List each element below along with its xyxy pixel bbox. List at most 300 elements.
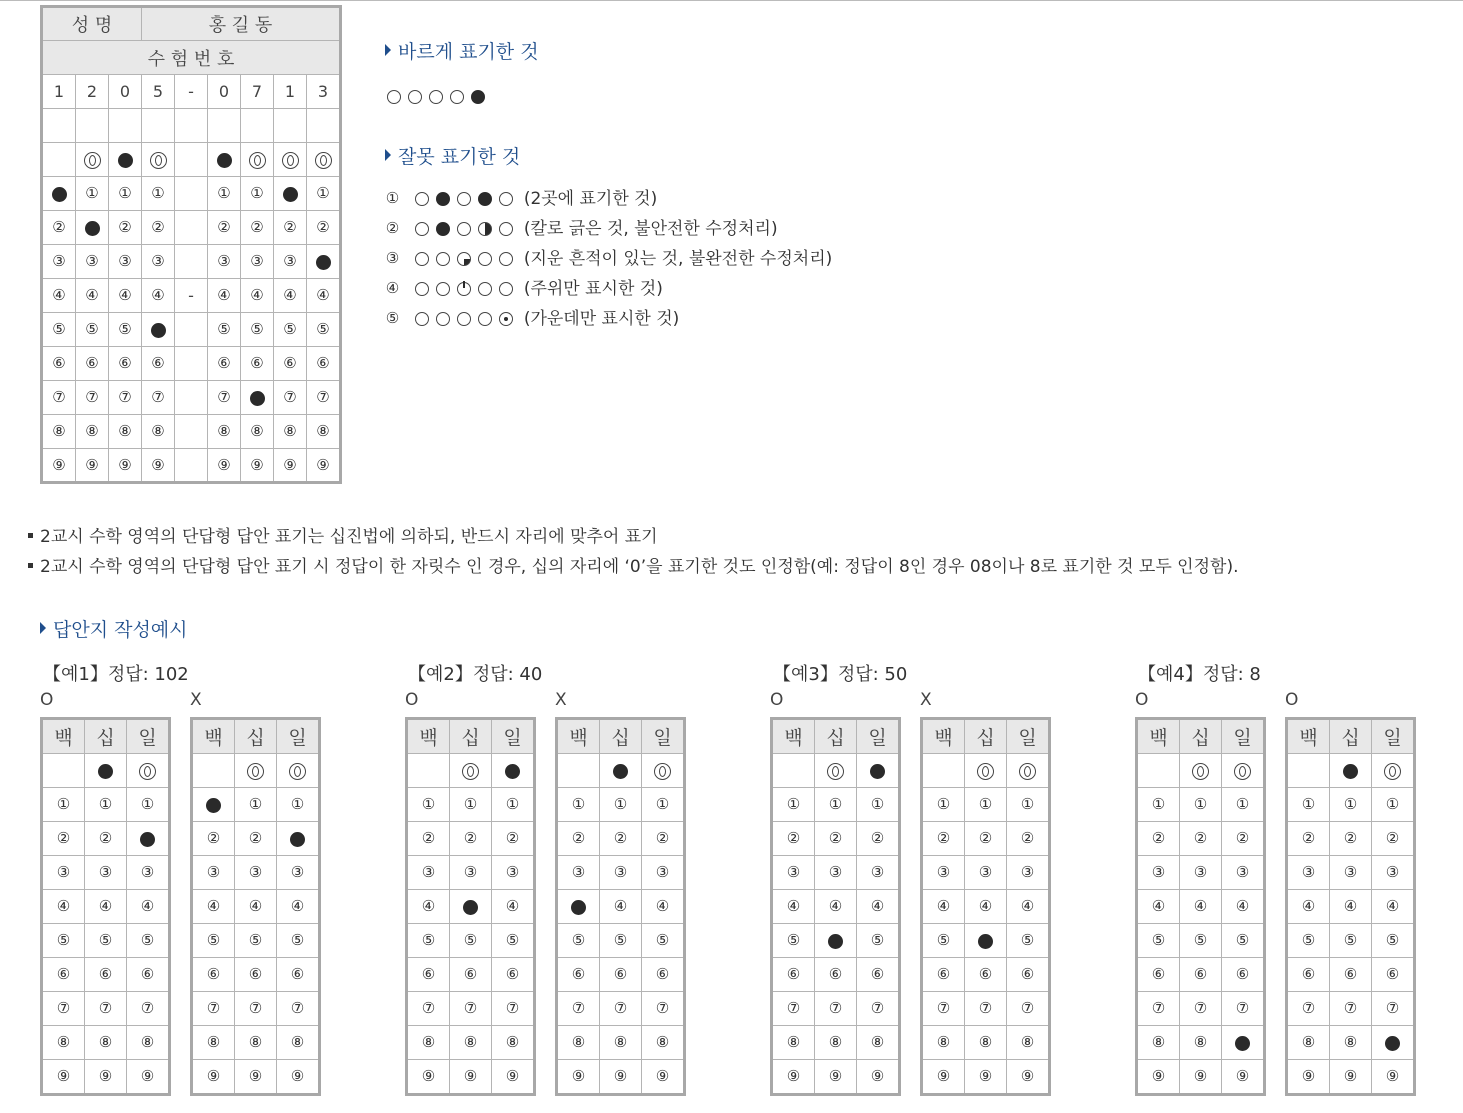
digit-bubble-icon[interactable]: ⑦	[936, 999, 951, 1017]
digit-bubble-icon[interactable]: ⑦	[1385, 999, 1400, 1017]
digit-bubble-icon[interactable]: ④	[283, 286, 297, 304]
digit-bubble-icon[interactable]: ③	[978, 863, 993, 881]
digit-bubble-icon[interactable]: ②	[248, 829, 263, 847]
digit-bubble-icon[interactable]: ⑥	[217, 354, 231, 372]
digit-bubble-icon[interactable]: ⑥	[248, 965, 263, 983]
digit-bubble-icon[interactable]: ⑨	[936, 1067, 951, 1085]
filled-bubble-icon[interactable]	[283, 187, 298, 202]
digit-bubble-icon[interactable]: ①	[786, 795, 801, 813]
digit-bubble-icon[interactable]: ②	[1151, 829, 1166, 847]
digit-bubble-icon[interactable]: ①	[1151, 795, 1166, 813]
digit-bubble-icon[interactable]: ⑨	[151, 455, 165, 474]
digit-bubble-icon[interactable]: ③	[151, 252, 165, 270]
filled-bubble-icon[interactable]	[1385, 1036, 1400, 1051]
digit-bubble-icon[interactable]: ④	[56, 897, 71, 915]
filled-bubble-icon[interactable]	[206, 798, 221, 813]
digit-bubble-icon[interactable]: ②	[1235, 829, 1250, 847]
digit-bubble-icon[interactable]: ⑦	[505, 999, 520, 1017]
digit-bubble-icon[interactable]: ⑤	[936, 931, 951, 949]
digit-bubble-icon[interactable]: ②	[56, 829, 71, 847]
filled-bubble-icon[interactable]	[290, 832, 305, 847]
digit-bubble-icon[interactable]: ④	[250, 286, 264, 304]
digit-bubble-icon[interactable]: ⑨	[978, 1067, 993, 1085]
digit-bubble-icon[interactable]: ③	[140, 863, 155, 881]
filled-bubble-icon[interactable]	[118, 153, 133, 168]
digit-bubble-icon[interactable]: ⑧	[290, 1033, 305, 1051]
zero-bubble-icon[interactable]	[1192, 763, 1209, 780]
digit-bubble-icon[interactable]: ②	[828, 829, 843, 847]
digit-bubble-icon[interactable]: ⑥	[140, 965, 155, 983]
digit-bubble-icon[interactable]: ⑧	[206, 1033, 221, 1051]
digit-bubble-icon[interactable]: ②	[936, 829, 951, 847]
digit-bubble-icon[interactable]: ②	[206, 829, 221, 847]
digit-bubble-icon[interactable]: ①	[463, 795, 478, 813]
digit-bubble-icon[interactable]: ⑦	[463, 999, 478, 1017]
digit-bubble-icon[interactable]: ⑥	[1235, 965, 1250, 983]
digit-bubble-icon[interactable]: ②	[283, 218, 297, 236]
filled-bubble-icon[interactable]	[316, 255, 331, 270]
filled-bubble-icon[interactable]	[151, 323, 166, 338]
digit-bubble-icon[interactable]: ⑧	[786, 1033, 801, 1051]
digit-bubble-icon[interactable]: ⑥	[505, 965, 520, 983]
zero-bubble-icon[interactable]	[289, 763, 306, 780]
digit-bubble-icon[interactable]: ①	[936, 795, 951, 813]
digit-bubble-icon[interactable]: ⑦	[98, 999, 113, 1017]
digit-bubble-icon[interactable]: ⑨	[1385, 1067, 1400, 1085]
digit-bubble-icon[interactable]: ⑦	[52, 388, 66, 406]
digit-bubble-icon[interactable]: ⑦	[828, 999, 843, 1017]
digit-bubble-icon[interactable]: ⑨	[463, 1067, 478, 1085]
digit-bubble-icon[interactable]: ③	[828, 863, 843, 881]
digit-bubble-icon[interactable]: ⑦	[786, 999, 801, 1017]
digit-bubble-icon[interactable]: ⑧	[505, 1033, 520, 1051]
digit-bubble-icon[interactable]: ⑦	[1343, 999, 1358, 1017]
zero-bubble-icon[interactable]	[1019, 763, 1036, 780]
filled-bubble-icon[interactable]	[978, 934, 993, 949]
digit-bubble-icon[interactable]: ④	[98, 897, 113, 915]
digit-bubble-icon[interactable]: ⑨	[283, 455, 297, 474]
digit-bubble-icon[interactable]: ①	[421, 795, 436, 813]
digit-bubble-icon[interactable]: ⑦	[151, 388, 165, 406]
digit-bubble-icon[interactable]: ⑤	[870, 931, 885, 949]
digit-bubble-icon[interactable]: ⑨	[316, 455, 330, 474]
digit-bubble-icon[interactable]: ③	[248, 863, 263, 881]
digit-bubble-icon[interactable]: ⑥	[936, 965, 951, 983]
digit-bubble-icon[interactable]: ⑦	[1151, 999, 1166, 1017]
digit-bubble-icon[interactable]: ⑨	[505, 1067, 520, 1085]
filled-bubble-icon[interactable]	[85, 221, 100, 236]
digit-bubble-icon[interactable]: ②	[98, 829, 113, 847]
digit-bubble-icon[interactable]: ⑤	[217, 320, 231, 338]
digit-bubble-icon[interactable]: ⑨	[870, 1067, 885, 1085]
digit-bubble-icon[interactable]: ②	[1020, 829, 1035, 847]
digit-bubble-icon[interactable]: ⑥	[1020, 965, 1035, 983]
digit-bubble-icon[interactable]: ②	[421, 829, 436, 847]
digit-bubble-icon[interactable]: ①	[1193, 795, 1208, 813]
digit-bubble-icon[interactable]: ⑨	[290, 1067, 305, 1085]
digit-bubble-icon[interactable]: ⑧	[978, 1033, 993, 1051]
digit-bubble-icon[interactable]: ⑥	[250, 354, 264, 372]
digit-bubble-icon[interactable]: ⑧	[1151, 1033, 1166, 1051]
digit-bubble-icon[interactable]: ②	[505, 829, 520, 847]
digit-bubble-icon[interactable]: ②	[786, 829, 801, 847]
digit-bubble-icon[interactable]: ⑥	[283, 354, 297, 372]
digit-bubble-icon[interactable]: ⑥	[786, 965, 801, 983]
digit-bubble-icon[interactable]: ⑥	[1193, 965, 1208, 983]
digit-bubble-icon[interactable]: ⑥	[118, 354, 132, 372]
digit-bubble-icon[interactable]: ①	[1301, 795, 1316, 813]
digit-bubble-icon[interactable]: ⑤	[1020, 931, 1035, 949]
digit-bubble-icon[interactable]: ③	[870, 863, 885, 881]
digit-bubble-icon[interactable]: ⑧	[98, 1033, 113, 1051]
digit-bubble-icon[interactable]: ⑨	[421, 1067, 436, 1085]
digit-bubble-icon[interactable]: ⑦	[978, 999, 993, 1017]
digit-bubble-icon[interactable]: ⑨	[1301, 1067, 1316, 1085]
digit-bubble-icon[interactable]: ①	[613, 795, 628, 813]
filled-bubble-icon[interactable]	[1343, 764, 1358, 779]
digit-bubble-icon[interactable]: ⑥	[421, 965, 436, 983]
digit-bubble-icon[interactable]: ①	[248, 795, 263, 813]
digit-bubble-icon[interactable]: ⑨	[248, 1067, 263, 1085]
digit-bubble-icon[interactable]: ⑨	[217, 455, 231, 474]
digit-bubble-icon[interactable]: ⑦	[1301, 999, 1316, 1017]
digit-bubble-icon[interactable]: ①	[978, 795, 993, 813]
digit-bubble-icon[interactable]: ②	[1301, 829, 1316, 847]
digit-bubble-icon[interactable]: ⑤	[1343, 931, 1358, 949]
digit-bubble-icon[interactable]: ④	[316, 286, 330, 304]
digit-bubble-icon[interactable]: ③	[936, 863, 951, 881]
digit-bubble-icon[interactable]: ⑥	[98, 965, 113, 983]
digit-bubble-icon[interactable]: ⑤	[248, 931, 263, 949]
digit-bubble-icon[interactable]: ⑤	[118, 320, 132, 338]
zero-bubble-icon[interactable]	[654, 763, 671, 780]
zero-bubble-icon[interactable]	[1384, 763, 1401, 780]
digit-bubble-icon[interactable]: ④	[1343, 897, 1358, 915]
digit-bubble-icon[interactable]: ④	[870, 897, 885, 915]
digit-bubble-icon[interactable]: ①	[140, 795, 155, 813]
digit-bubble-icon[interactable]: ⑥	[52, 354, 66, 372]
digit-bubble-icon[interactable]: ⑧	[613, 1033, 628, 1051]
digit-bubble-icon[interactable]: ⑥	[206, 965, 221, 983]
digit-bubble-icon[interactable]: ⑧	[316, 422, 330, 440]
digit-bubble-icon[interactable]: ①	[250, 184, 264, 202]
digit-bubble-icon[interactable]: ⑧	[828, 1033, 843, 1051]
digit-bubble-icon[interactable]: ⑧	[1301, 1033, 1316, 1051]
filled-bubble-icon[interactable]	[1235, 1036, 1250, 1051]
digit-bubble-icon[interactable]: ③	[1385, 863, 1400, 881]
digit-bubble-icon[interactable]: ⑧	[85, 422, 99, 440]
digit-bubble-icon[interactable]: ⑨	[1235, 1067, 1250, 1085]
digit-bubble-icon[interactable]: ⑦	[283, 388, 297, 406]
digit-bubble-icon[interactable]: ⑤	[613, 931, 628, 949]
digit-bubble-icon[interactable]: ⑦	[56, 999, 71, 1017]
digit-bubble-icon[interactable]: ⑧	[1343, 1033, 1358, 1051]
digit-bubble-icon[interactable]: ⑤	[140, 931, 155, 949]
digit-bubble-icon[interactable]: ①	[85, 184, 99, 202]
digit-bubble-icon[interactable]: ⑤	[463, 931, 478, 949]
digit-bubble-icon[interactable]: ⑨	[56, 1067, 71, 1085]
digit-bubble-icon[interactable]: ⑥	[828, 965, 843, 983]
digit-bubble-icon[interactable]: ⑧	[140, 1033, 155, 1051]
zero-bubble-icon[interactable]	[150, 152, 167, 169]
digit-bubble-icon[interactable]: ⑦	[1193, 999, 1208, 1017]
digit-bubble-icon[interactable]: ⑤	[85, 320, 99, 338]
digit-bubble-icon[interactable]: ⑦	[1020, 999, 1035, 1017]
digit-bubble-icon[interactable]: ⑥	[870, 965, 885, 983]
digit-bubble-icon[interactable]: ④	[290, 897, 305, 915]
digit-bubble-icon[interactable]: ⑤	[1301, 931, 1316, 949]
digit-bubble-icon[interactable]: ①	[151, 184, 165, 202]
digit-bubble-icon[interactable]: ④	[978, 897, 993, 915]
zero-bubble-icon[interactable]	[315, 152, 332, 169]
digit-bubble-icon[interactable]: ③	[1151, 863, 1166, 881]
filled-bubble-icon[interactable]	[463, 900, 478, 915]
digit-bubble-icon[interactable]: ⑥	[613, 965, 628, 983]
digit-bubble-icon[interactable]: ⑤	[316, 320, 330, 338]
digit-bubble-icon[interactable]: ⑧	[217, 422, 231, 440]
digit-bubble-icon[interactable]: ②	[655, 829, 670, 847]
digit-bubble-icon[interactable]: ③	[463, 863, 478, 881]
digit-bubble-icon[interactable]: ⑧	[248, 1033, 263, 1051]
digit-bubble-icon[interactable]: ⑥	[290, 965, 305, 983]
digit-bubble-icon[interactable]: ②	[870, 829, 885, 847]
digit-bubble-icon[interactable]: ①	[98, 795, 113, 813]
digit-bubble-icon[interactable]: ③	[283, 252, 297, 270]
digit-bubble-icon[interactable]: ④	[421, 897, 436, 915]
digit-bubble-icon[interactable]: ⑦	[316, 388, 330, 406]
digit-bubble-icon[interactable]: ⑤	[505, 931, 520, 949]
digit-bubble-icon[interactable]: ①	[571, 795, 586, 813]
zero-bubble-icon[interactable]	[282, 152, 299, 169]
digit-bubble-icon[interactable]: ⑥	[316, 354, 330, 372]
digit-bubble-icon[interactable]: ①	[217, 184, 231, 202]
digit-bubble-icon[interactable]: ⑨	[571, 1067, 586, 1085]
digit-bubble-icon[interactable]: ④	[1151, 897, 1166, 915]
digit-bubble-icon[interactable]: ⑨	[98, 1067, 113, 1085]
digit-bubble-icon[interactable]: ⑧	[1193, 1033, 1208, 1051]
digit-bubble-icon[interactable]: ⑨	[1151, 1067, 1166, 1085]
digit-bubble-icon[interactable]: ③	[217, 252, 231, 270]
digit-bubble-icon[interactable]: ⑦	[870, 999, 885, 1017]
digit-bubble-icon[interactable]: ①	[290, 795, 305, 813]
zero-bubble-icon[interactable]	[462, 763, 479, 780]
digit-bubble-icon[interactable]: ④	[613, 897, 628, 915]
filled-bubble-icon[interactable]	[613, 764, 628, 779]
digit-bubble-icon[interactable]: ④	[85, 286, 99, 304]
digit-bubble-icon[interactable]: ②	[151, 218, 165, 236]
digit-bubble-icon[interactable]: ③	[655, 863, 670, 881]
digit-bubble-icon[interactable]: ⑦	[1235, 999, 1250, 1017]
digit-bubble-icon[interactable]: ⑧	[1020, 1033, 1035, 1051]
digit-bubble-icon[interactable]: ③	[290, 863, 305, 881]
digit-bubble-icon[interactable]: ②	[463, 829, 478, 847]
digit-bubble-icon[interactable]: ⑥	[1385, 965, 1400, 983]
digit-bubble-icon[interactable]: ①	[1385, 795, 1400, 813]
digit-bubble-icon[interactable]: ⑧	[655, 1033, 670, 1051]
digit-bubble-icon[interactable]: ①	[1235, 795, 1250, 813]
digit-bubble-icon[interactable]: ⑤	[250, 320, 264, 338]
digit-bubble-icon[interactable]: ③	[1343, 863, 1358, 881]
digit-bubble-icon[interactable]: ③	[1301, 863, 1316, 881]
digit-bubble-icon[interactable]: ③	[206, 863, 221, 881]
digit-bubble-icon[interactable]: ⑦	[421, 999, 436, 1017]
digit-bubble-icon[interactable]: ④	[1301, 897, 1316, 915]
digit-bubble-icon[interactable]: ⑨	[118, 455, 132, 474]
digit-bubble-icon[interactable]: ⑨	[85, 455, 99, 474]
digit-bubble-icon[interactable]: ②	[613, 829, 628, 847]
digit-bubble-icon[interactable]: ⑨	[140, 1067, 155, 1085]
digit-bubble-icon[interactable]: ⑧	[936, 1033, 951, 1051]
digit-bubble-icon[interactable]: ④	[52, 286, 66, 304]
digit-bubble-icon[interactable]: ③	[56, 863, 71, 881]
digit-bubble-icon[interactable]: ⑧	[250, 422, 264, 440]
digit-bubble-icon[interactable]: ⑤	[786, 931, 801, 949]
digit-bubble-icon[interactable]: ②	[250, 218, 264, 236]
digit-bubble-icon[interactable]: ⑨	[613, 1067, 628, 1085]
digit-bubble-icon[interactable]: ④	[118, 286, 132, 304]
digit-bubble-icon[interactable]: ⑤	[1193, 931, 1208, 949]
digit-bubble-icon[interactable]: ②	[978, 829, 993, 847]
digit-bubble-icon[interactable]: ⑨	[828, 1067, 843, 1085]
digit-bubble-icon[interactable]: ①	[505, 795, 520, 813]
digit-bubble-icon[interactable]: ⑧	[283, 422, 297, 440]
digit-bubble-icon[interactable]: ⑧	[52, 422, 66, 440]
digit-bubble-icon[interactable]: ③	[571, 863, 586, 881]
digit-bubble-icon[interactable]: ⑤	[1385, 931, 1400, 949]
digit-bubble-icon[interactable]: ④	[828, 897, 843, 915]
digit-bubble-icon[interactable]: ②	[1385, 829, 1400, 847]
zero-bubble-icon[interactable]	[247, 763, 264, 780]
digit-bubble-icon[interactable]: ⑥	[56, 965, 71, 983]
zero-bubble-icon[interactable]	[1234, 763, 1251, 780]
digit-bubble-icon[interactable]: ⑧	[151, 422, 165, 440]
digit-bubble-icon[interactable]: ⑧	[118, 422, 132, 440]
digit-bubble-icon[interactable]: ⑦	[118, 388, 132, 406]
digit-bubble-icon[interactable]: ④	[655, 897, 670, 915]
digit-bubble-icon[interactable]: ⑥	[85, 354, 99, 372]
digit-bubble-icon[interactable]: ⑤	[1235, 931, 1250, 949]
zero-bubble-icon[interactable]	[139, 763, 156, 780]
digit-bubble-icon[interactable]: ⑦	[217, 388, 231, 406]
digit-bubble-icon[interactable]: ⑤	[283, 320, 297, 338]
digit-bubble-icon[interactable]: ⑨	[250, 455, 264, 474]
digit-bubble-icon[interactable]: ③	[1193, 863, 1208, 881]
digit-bubble-icon[interactable]: ⑦	[290, 999, 305, 1017]
digit-bubble-icon[interactable]: ①	[870, 795, 885, 813]
digit-bubble-icon[interactable]: ④	[217, 286, 231, 304]
digit-bubble-icon[interactable]: ③	[421, 863, 436, 881]
digit-bubble-icon[interactable]: ⑥	[1301, 965, 1316, 983]
digit-bubble-icon[interactable]: ⑨	[786, 1067, 801, 1085]
digit-bubble-icon[interactable]: ⑤	[571, 931, 586, 949]
filled-bubble-icon[interactable]	[828, 934, 843, 949]
filled-bubble-icon[interactable]	[217, 153, 232, 168]
digit-bubble-icon[interactable]: ②	[118, 218, 132, 236]
digit-bubble-icon[interactable]: ⑥	[571, 965, 586, 983]
filled-bubble-icon[interactable]	[98, 764, 113, 779]
digit-bubble-icon[interactable]: ⑨	[1343, 1067, 1358, 1085]
filled-bubble-icon[interactable]	[870, 764, 885, 779]
digit-bubble-icon[interactable]: ⑥	[655, 965, 670, 983]
filled-bubble-icon[interactable]	[505, 764, 520, 779]
digit-bubble-icon[interactable]: ⑧	[571, 1033, 586, 1051]
digit-bubble-icon[interactable]: ①	[828, 795, 843, 813]
digit-bubble-icon[interactable]: ⑤	[56, 931, 71, 949]
digit-bubble-icon[interactable]: ③	[505, 863, 520, 881]
digit-bubble-icon[interactable]: ⑥	[1151, 965, 1166, 983]
digit-bubble-icon[interactable]: ①	[1343, 795, 1358, 813]
digit-bubble-icon[interactable]: ④	[248, 897, 263, 915]
digit-bubble-icon[interactable]: ④	[140, 897, 155, 915]
digit-bubble-icon[interactable]: ①	[1020, 795, 1035, 813]
digit-bubble-icon[interactable]: ⑤	[206, 931, 221, 949]
digit-bubble-icon[interactable]: ⑨	[206, 1067, 221, 1085]
digit-bubble-icon[interactable]: ④	[1235, 897, 1250, 915]
digit-bubble-icon[interactable]: ⑤	[98, 931, 113, 949]
filled-bubble-icon[interactable]	[571, 900, 586, 915]
digit-bubble-icon[interactable]: ⑦	[206, 999, 221, 1017]
digit-bubble-icon[interactable]: ⑦	[571, 999, 586, 1017]
digit-bubble-icon[interactable]: ④	[786, 897, 801, 915]
digit-bubble-icon[interactable]: ⑥	[1343, 965, 1358, 983]
digit-bubble-icon[interactable]: ⑧	[56, 1033, 71, 1051]
digit-bubble-icon[interactable]: ⑧	[463, 1033, 478, 1051]
digit-bubble-icon[interactable]: ⑥	[463, 965, 478, 983]
digit-bubble-icon[interactable]: ⑨	[52, 455, 66, 474]
digit-bubble-icon[interactable]: ⑦	[85, 388, 99, 406]
digit-bubble-icon[interactable]: ④	[1385, 897, 1400, 915]
digit-bubble-icon[interactable]: ②	[571, 829, 586, 847]
digit-bubble-icon[interactable]: ⑤	[1151, 931, 1166, 949]
digit-bubble-icon[interactable]: ⑨	[1020, 1067, 1035, 1085]
zero-bubble-icon[interactable]	[249, 152, 266, 169]
digit-bubble-icon[interactable]: ③	[250, 252, 264, 270]
digit-bubble-icon[interactable]: ③	[1235, 863, 1250, 881]
digit-bubble-icon[interactable]: ⑨	[1193, 1067, 1208, 1085]
digit-bubble-icon[interactable]: ③	[613, 863, 628, 881]
digit-bubble-icon[interactable]: ⑤	[421, 931, 436, 949]
digit-bubble-icon[interactable]: ⑥	[978, 965, 993, 983]
digit-bubble-icon[interactable]: ③	[1020, 863, 1035, 881]
digit-bubble-icon[interactable]: ⑦	[140, 999, 155, 1017]
digit-bubble-icon[interactable]: ④	[505, 897, 520, 915]
digit-bubble-icon[interactable]: ①	[118, 184, 132, 202]
digit-bubble-icon[interactable]: ②	[1343, 829, 1358, 847]
digit-bubble-icon[interactable]: ③	[118, 252, 132, 270]
digit-bubble-icon[interactable]: ⑥	[151, 354, 165, 372]
digit-bubble-icon[interactable]: ①	[56, 795, 71, 813]
digit-bubble-icon[interactable]: ⑧	[870, 1033, 885, 1051]
digit-bubble-icon[interactable]: ④	[206, 897, 221, 915]
digit-bubble-icon[interactable]: ⑧	[421, 1033, 436, 1051]
digit-bubble-icon[interactable]: ④	[936, 897, 951, 915]
digit-bubble-icon[interactable]: ⑦	[613, 999, 628, 1017]
digit-bubble-icon[interactable]: ④	[1020, 897, 1035, 915]
digit-bubble-icon[interactable]: ⑦	[248, 999, 263, 1017]
digit-bubble-icon[interactable]: ⑤	[52, 320, 66, 338]
digit-bubble-icon[interactable]: ⑤	[655, 931, 670, 949]
digit-bubble-icon[interactable]: ③	[52, 252, 66, 270]
digit-bubble-icon[interactable]: ①	[655, 795, 670, 813]
digit-bubble-icon[interactable]: ⑨	[655, 1067, 670, 1085]
digit-bubble-icon[interactable]: ⑤	[290, 931, 305, 949]
digit-bubble-icon[interactable]: ②	[217, 218, 231, 236]
digit-bubble-icon[interactable]: ②	[52, 218, 66, 236]
digit-bubble-icon[interactable]: ②	[1193, 829, 1208, 847]
zero-bubble-icon[interactable]	[977, 763, 994, 780]
digit-bubble-icon[interactable]: ③	[85, 252, 99, 270]
digit-bubble-icon[interactable]: ①	[316, 184, 330, 202]
